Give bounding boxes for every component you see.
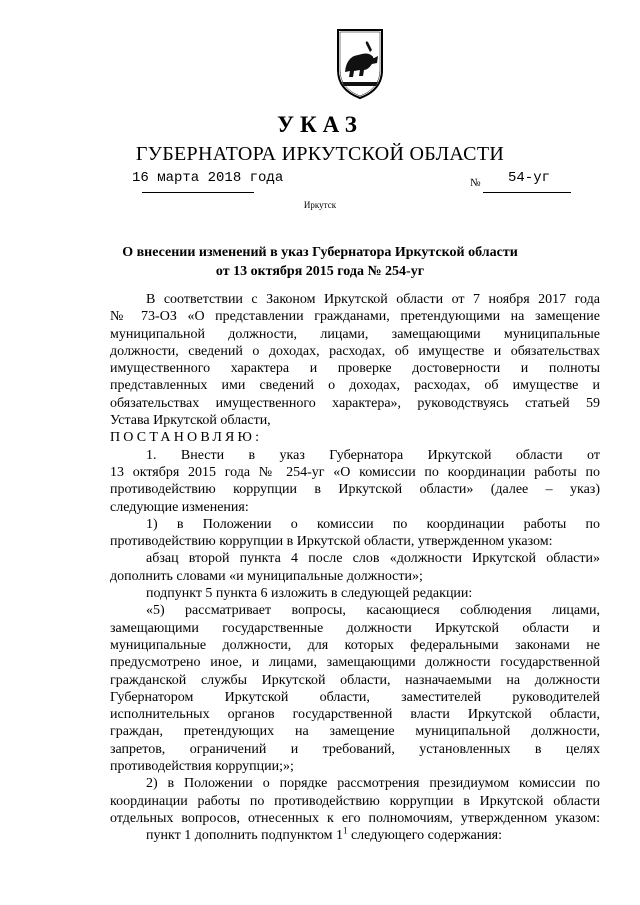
text-line: «5) рассматривает вопросы, касающиеся соблюдения лицами, xyxy=(146,603,600,619)
text-line: Губернатором Иркутской области, заместителей руководителей xyxy=(110,689,600,705)
text-line: Устава Иркутской области, xyxy=(110,413,271,429)
text-line: абзац второй пункта 4 после слов «должности Иркутской области» xyxy=(146,551,600,567)
text-line: № 73-ОЗ «О представлении гражданами, претендующими на замещение xyxy=(110,309,600,325)
last-line-text: пункт 1 дополнить подпунктом 1 xyxy=(146,828,343,844)
text-line: 1) в Положении о комиссии по координации работы по xyxy=(146,516,600,532)
text-line: имущественного характера и проверке достоверности и полноты xyxy=(110,361,600,377)
text-line: координации работы по противодействию коррупции в Иркутской области xyxy=(110,793,600,809)
decree-date: 16 марта 2018 года xyxy=(132,170,284,186)
text-line: подпункт 5 пункта 6 изложить в следующей редакции: xyxy=(146,586,473,602)
text-line: представленных ими сведений о доходах, расходах, об имуществе и xyxy=(110,378,600,394)
heading-line: от 13 октября 2015 года № 254-уг xyxy=(215,264,425,279)
text-line: следующие изменения: xyxy=(110,499,249,515)
text-line: 13 октября 2015 года № 254-уг «О комиссии по координации работы по xyxy=(110,464,600,480)
superscript-index: 1 xyxy=(342,825,348,836)
text-line: В соответствии с Законом Иркутской области от 7 ноября 2017 года xyxy=(146,292,600,307)
text-line: должности, сведений о доходах, расходах, об имуществе и обязательствах xyxy=(110,343,600,359)
text-line: 1. Внести в указ Губернатора Иркутской области от xyxy=(146,447,600,463)
text-line: замещающими государственные должности Иркутской области и xyxy=(110,620,600,636)
document-body xyxy=(110,291,600,845)
document-heading xyxy=(0,243,640,281)
text-line: 2) в Положении о порядке рассмотрения президиумом комиссии по xyxy=(146,776,600,792)
text-line: противодействия коррупции;»; xyxy=(110,759,294,775)
issuer-title: ГУБЕРНАТОРА ИРКУТСКОЙ ОБЛАСТИ xyxy=(135,143,505,165)
text-line: обязательствах имущественного характера», руководствуясь статьей 59 xyxy=(110,395,600,411)
text-line: отдельных вопросов, отнесенных к его полномочиям, утвержденном указом: xyxy=(110,810,600,826)
text-line: гражданской службы Иркутской области, назначаемыми на должности xyxy=(110,672,600,688)
last-line-tail: следующего содержания: xyxy=(347,828,503,844)
number-underline xyxy=(483,192,571,193)
coat-of-arms-emblem xyxy=(330,26,390,102)
heading-line: О внесении изменений в указ Губернатора Иркутской области xyxy=(122,245,518,260)
text-line: запретов, ограничений и требований, установленных в целях xyxy=(110,741,600,757)
number-sign: № xyxy=(470,177,481,189)
decree-number: 54-уг xyxy=(508,170,551,186)
date-underline xyxy=(142,192,254,193)
text-line-last xyxy=(110,827,600,844)
irkutsk-coat-of-arms-icon xyxy=(330,26,390,102)
text-line: предусмотрено иное, и лицами, замещающими должности государственной xyxy=(110,655,600,671)
decree-title: УКАЗ xyxy=(277,112,363,137)
text-line: муниципальные должности, для которых федеральными законами не xyxy=(110,637,600,653)
text-line: дополнить словами «и муниципальные должности»; xyxy=(110,568,423,584)
text-line: противодействию коррупции в Иркутской области» (далее – указ) xyxy=(110,482,600,498)
text-line: противодействию коррупции в Иркутской области, утвержденном указом: xyxy=(110,534,553,550)
text-line: исполнительных органов государственной власти Иркутской области, xyxy=(110,707,600,723)
text-line: граждан, претендующих на замещение муниципальной должности, xyxy=(110,724,600,740)
resolution-word: ПОСТАНОВЛЯЮ: xyxy=(110,430,263,446)
city-label: Иркутск xyxy=(303,200,337,210)
text-line: муниципальной должности, лицами, замещающими муниципальные xyxy=(110,326,600,342)
